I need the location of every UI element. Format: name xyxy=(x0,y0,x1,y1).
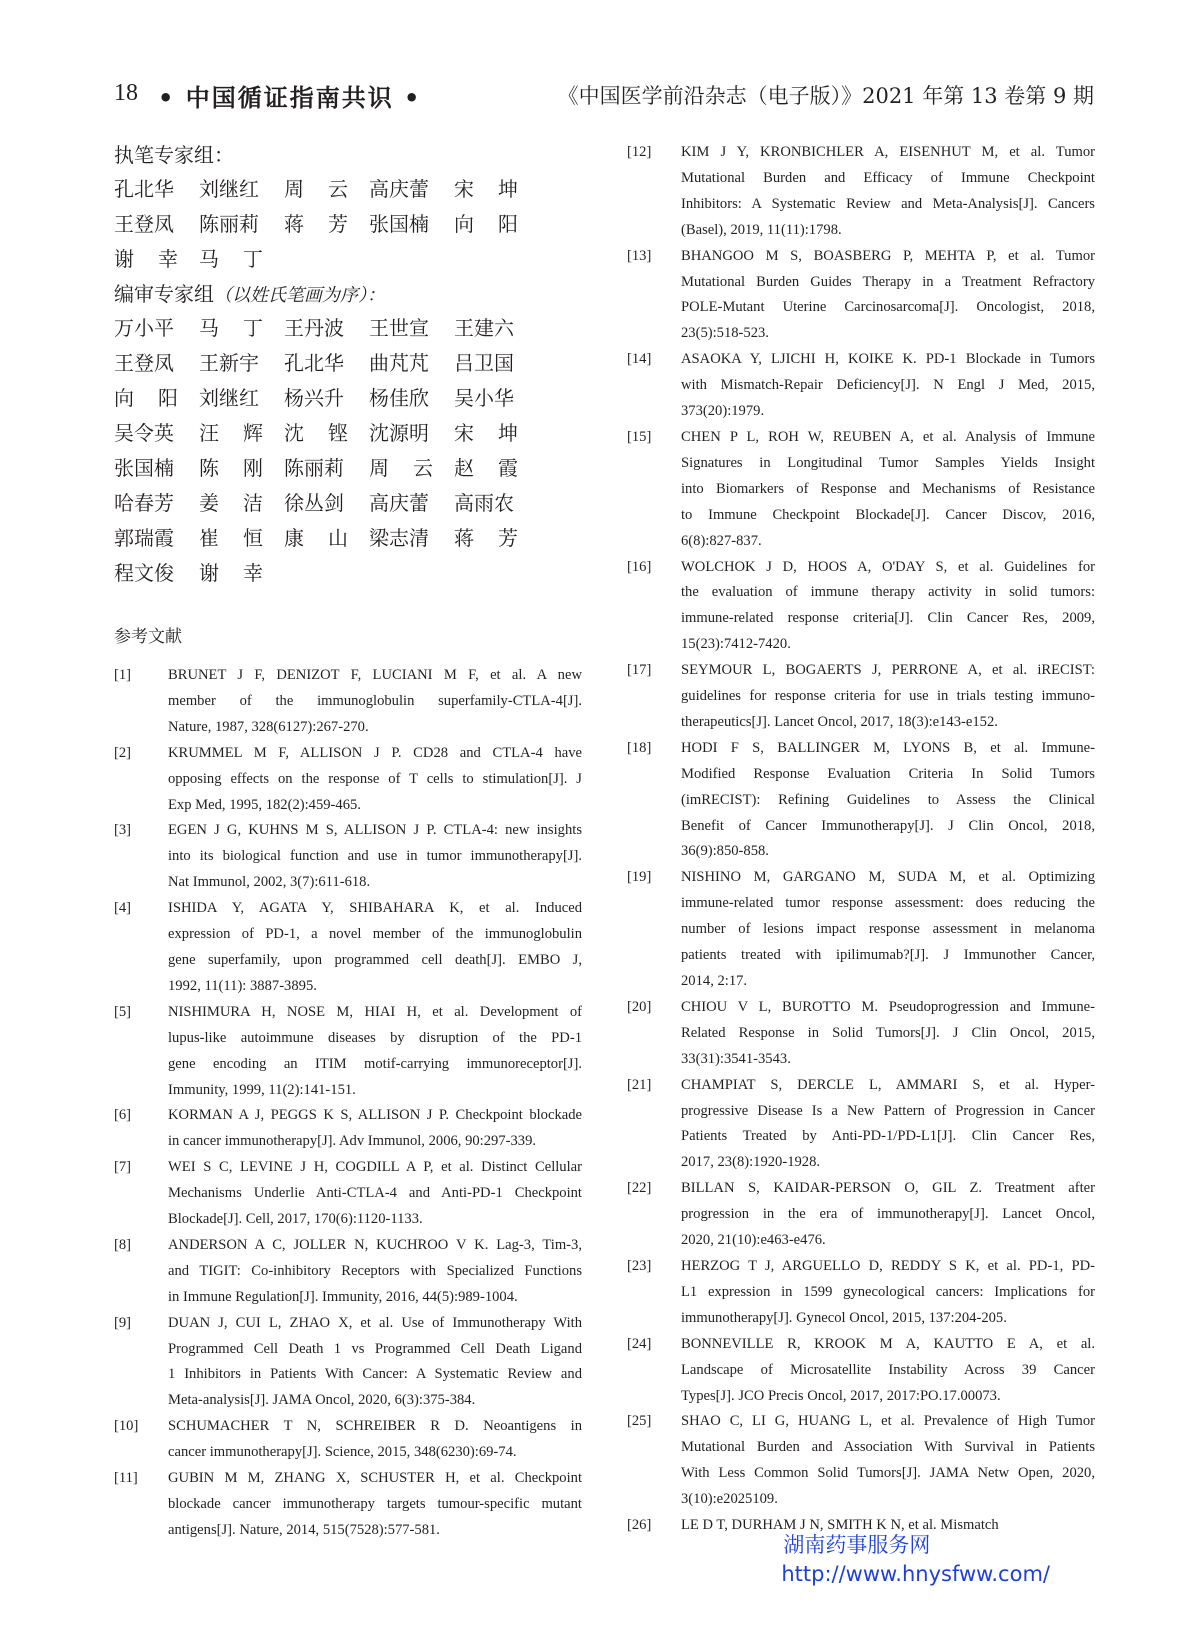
reference-number: [5] xyxy=(114,1003,132,1020)
reference-line: in cancer immunotherapy[J]. Adv Immunol, 2006, 90:297-339. xyxy=(168,1133,537,1150)
reference-number: [6] xyxy=(114,1107,132,1124)
expert-name: 高庆蕾 xyxy=(369,491,429,515)
reference-line: blockade cancer immunotherapy targets tumour-specific mutant xyxy=(168,1496,582,1512)
reference-item xyxy=(114,896,582,1000)
reference-item xyxy=(114,1414,582,1466)
reference-line: gene encoding an ITIM motif-carrying immunoreceptor[J]. xyxy=(168,1055,582,1072)
reference-line: L1 expression in 1599 gynecological cancers: Implications for xyxy=(681,1283,1095,1300)
reference-line: 2017, 23(8):1920-1928. xyxy=(681,1154,821,1171)
reference-item xyxy=(114,1466,582,1544)
watermark-name: 湖南药事服务网 xyxy=(783,1533,931,1557)
writing-group-names xyxy=(114,172,582,277)
reference-line: 3(10):e2025109. xyxy=(681,1491,778,1508)
reference-text xyxy=(168,1311,582,1415)
reference-item xyxy=(627,1254,1095,1332)
reference-item xyxy=(114,1155,582,1233)
reference-line: 23(5):518-523. xyxy=(681,325,769,342)
reference-line: Types[J]. JCO Precis Oncol, 2017, 2017:PO.17.00073. xyxy=(681,1387,1001,1404)
reference-line: DUAN J, CUI L, ZHAO X, et al. Use of Immunotherapy With xyxy=(168,1314,582,1331)
reference-number: [11] xyxy=(114,1470,138,1487)
reference-line: progressive Disease Is a New Pattern of Progression in Cancer xyxy=(681,1102,1095,1119)
reference-item xyxy=(114,663,582,741)
reference-line: Mutational Burden Guides Therapy in a Treatment Refractory xyxy=(681,273,1095,290)
reference-text xyxy=(681,1254,1095,1332)
reference-line: Modified Response Evaluation Criteria In Solid Tumors xyxy=(681,765,1095,782)
reference-line: ANDERSON A C, JOLLER N, KUCHROO V K. Lag-3, Tim-3, xyxy=(168,1236,582,1253)
reference-text xyxy=(168,896,582,1000)
reference-line: 15(23):7412-7420. xyxy=(681,636,791,653)
references-list-right xyxy=(627,140,1095,1539)
review-group-title xyxy=(114,277,582,311)
expert-name: 梁志清 xyxy=(369,526,429,550)
reference-text xyxy=(681,140,1095,244)
expert-name: 沈源明 xyxy=(369,421,429,445)
reference-line: lupus-like autoimmune diseases by disruption of the PD-1 xyxy=(168,1029,582,1046)
reference-line: WEI S C, LEVINE J H, COGDILL A P, et al. Distinct Cellular xyxy=(168,1159,582,1176)
reference-line: immune-related response criteria[J]. Clin Cancer Res, 2009, xyxy=(681,610,1095,627)
reference-line: EGEN J G, KUHNS M S, ALLISON J P. CTLA-4: new insights xyxy=(168,822,582,839)
reference-number: [21] xyxy=(627,1076,652,1093)
reference-number: [25] xyxy=(627,1413,652,1430)
review-group-label: 编审专家组 xyxy=(114,282,214,306)
reference-line: opposing effects on the response of T cells to stimulation[J]. J xyxy=(168,770,582,787)
expert-name: 杨兴升 xyxy=(284,386,344,410)
reference-number: [10] xyxy=(114,1418,139,1435)
name-row xyxy=(114,242,582,277)
expert-name: 王丹波 xyxy=(284,316,344,340)
reference-line: Benefit of Cancer Immunotherapy[J]. J Clin Oncol, 2018, xyxy=(681,817,1095,834)
name-row xyxy=(114,416,582,451)
reference-line: into Biomarkers of Response and Mechanisms of Resistance xyxy=(681,480,1095,497)
reference-line: immunotherapy[J]. Gynecol Oncol, 2015, 137:204-205. xyxy=(681,1309,1007,1326)
reference-line: HERZOG T J, ARGUELLO D, REDDY S K, et al. PD-1, PD- xyxy=(681,1257,1095,1274)
expert-name: 徐丛剑 xyxy=(284,491,344,515)
name-row xyxy=(114,521,582,556)
expert-name: 马 丁 xyxy=(199,316,263,340)
reference-text xyxy=(681,244,1095,348)
expert-name: 哈春芳 xyxy=(114,491,174,515)
expert-name: 周 云 xyxy=(369,456,433,480)
reference-item xyxy=(627,1332,1095,1410)
reference-line: patients treated with ipilimumab?[J]. J Immunother Cancer, xyxy=(681,947,1095,964)
reference-item xyxy=(627,555,1095,659)
reference-text xyxy=(681,995,1095,1073)
reference-line: ASAOKA Y, LJICHI H, KOIKE K. PD-1 Blockade in Tumors xyxy=(681,351,1095,368)
reference-line: 2020, 21(10):e463-e476. xyxy=(681,1232,826,1249)
reference-text xyxy=(681,555,1095,659)
expert-name: 王建六 xyxy=(454,316,514,340)
reference-item xyxy=(114,818,582,896)
reference-line: POLE-Mutant Uterine Carcinosarcoma[J]. Oncologist, 2018, xyxy=(681,299,1095,316)
reference-item xyxy=(627,244,1095,348)
expert-name: 向 阳 xyxy=(454,212,518,236)
reference-line: WOLCHOK J D, HOOS A, O'DAY S, et al. Guidelines for xyxy=(681,558,1095,575)
reference-number: [9] xyxy=(114,1314,132,1331)
expert-name: 孔北华 xyxy=(114,177,174,201)
name-row xyxy=(114,451,582,486)
expert-name: 杨佳欣 xyxy=(369,386,429,410)
reference-line: HODI F S, BALLINGER M, LYONS B, et al. Immune- xyxy=(681,739,1095,756)
name-row xyxy=(114,381,582,416)
reference-line: ISHIDA Y, AGATA Y, SHIBAHARA K, et al. Induced xyxy=(168,900,582,917)
expert-name: 崔 恒 xyxy=(199,526,263,550)
reference-text xyxy=(681,865,1095,995)
expert-name: 周 云 xyxy=(284,177,348,201)
reference-line: SHAO C, LI G, HUANG L, et al. Prevalence of High Tumor xyxy=(681,1413,1095,1430)
reference-line: Landscape of Microsatellite Instability Across 39 Cancer xyxy=(681,1361,1095,1378)
reference-number: [19] xyxy=(627,869,652,886)
reference-line: Nat Immunol, 2002, 3(7):611-618. xyxy=(168,874,371,891)
expert-name: 康 山 xyxy=(284,526,348,550)
reference-text xyxy=(681,347,1095,425)
page-header xyxy=(114,78,1094,114)
reference-line: BHANGOO M S, BOASBERG P, MEHTA P, et al. Tumor xyxy=(681,247,1095,264)
reference-text xyxy=(168,1103,582,1155)
expert-name: 姜 洁 xyxy=(199,491,263,515)
name-row xyxy=(114,486,582,521)
expert-name: 郭瑞霞 xyxy=(114,526,174,550)
reference-line: SEYMOUR L, BOGAERTS J, PERRONE A, et al. iRECIST: xyxy=(681,662,1095,679)
name-row xyxy=(114,346,582,381)
reference-line: CHAMPIAT S, DERCLE L, AMMARI S, et al. Hyper- xyxy=(681,1076,1095,1093)
reference-line: Related Response in Solid Tumors[J]. J Clin Oncol, 2015, xyxy=(681,1024,1095,1041)
reference-line: the evaluation of immune therapy activity in solid tumors: xyxy=(681,584,1095,601)
reference-line: Meta-analysis[J]. JAMA Oncol, 2020, 6(3):375-384. xyxy=(168,1392,476,1409)
reference-line: (imRECIST): Refining Guidelines to Assess the Clinical xyxy=(681,791,1095,808)
reference-item xyxy=(114,1103,582,1155)
expert-name: 孔北华 xyxy=(284,351,344,375)
reference-line: therapeutics[J]. Lancet Oncol, 2017, 18(3):e143-e152. xyxy=(681,713,998,730)
reference-line: 33(31):3541-3543. xyxy=(681,1050,791,1067)
expert-name: 刘继红 xyxy=(199,177,259,201)
review-group-names xyxy=(114,311,582,591)
reference-line: expression of PD-1, a novel member of the immunoglobulin xyxy=(168,926,582,943)
expert-name: 王登凤 xyxy=(114,351,174,375)
reference-number: [1] xyxy=(114,667,132,683)
reference-text xyxy=(681,658,1095,736)
reference-line: into its biological function and use in tumor immunotherapy[J]. xyxy=(168,848,582,865)
reference-item xyxy=(627,865,1095,995)
watermark xyxy=(783,1530,1050,1588)
reference-item xyxy=(627,658,1095,736)
reference-number: [20] xyxy=(627,998,652,1015)
reference-line: SCHUMACHER T N, SCHREIBER R D. Neoantigens in xyxy=(168,1418,582,1435)
expert-name: 向 阳 xyxy=(114,386,178,410)
expert-name: 程文俊 xyxy=(114,561,174,585)
reference-line: cancer immunotherapy[J]. Science, 2015, 348(6230):69-74. xyxy=(168,1444,517,1461)
reference-item xyxy=(627,736,1095,866)
reference-line: Blockade[J]. Cell, 2017, 170(6):1120-1133. xyxy=(168,1211,423,1228)
reference-number: [4] xyxy=(114,900,132,917)
reference-line: 2014, 2:17. xyxy=(681,973,748,989)
expert-name: 吕卫国 xyxy=(454,351,514,375)
review-group-note: （以姓氏笔画为序）： xyxy=(214,285,385,306)
reference-line: Programmed Cell Death 1 vs Programmed Cell Death Ligand xyxy=(168,1340,582,1357)
reference-text xyxy=(681,1176,1095,1254)
reference-text xyxy=(168,663,582,741)
right-column xyxy=(627,140,1095,1539)
expert-name: 张国楠 xyxy=(369,212,429,236)
expert-name: 高雨农 xyxy=(454,491,514,515)
reference-line: Signatures in Longitudinal Tumor Samples Yields Insight xyxy=(681,454,1095,471)
reference-line: Mechanisms Underlie Anti-CTLA-4 and Anti-PD-1 Checkpoint xyxy=(168,1185,582,1202)
reference-number: [2] xyxy=(114,744,132,761)
writing-group-title: 执笔专家组： xyxy=(114,143,234,167)
reference-line: GUBIN M M, ZHANG X, SCHUSTER H, et al. Checkpoint xyxy=(168,1470,582,1487)
expert-name: 吴小华 xyxy=(454,386,514,410)
reference-line: BILLAN S, KAIDAR-PERSON O, GIL Z. Treatment after xyxy=(681,1180,1095,1197)
expert-name: 马 丁 xyxy=(199,247,263,271)
reference-line: KIM J Y, KRONBICHLER A, EISENHUT M, et al. Tumor xyxy=(681,144,1095,160)
reference-text xyxy=(681,736,1095,866)
expert-name: 曲芃芃 xyxy=(369,351,429,375)
reference-number: [7] xyxy=(114,1159,132,1176)
reference-item xyxy=(627,1409,1095,1513)
expert-name: 王新宇 xyxy=(199,351,259,375)
expert-name: 陈丽莉 xyxy=(199,212,259,236)
reference-number: [14] xyxy=(627,351,652,368)
reference-line: progression in the era of immunotherapy[J]. Lancet Oncol, xyxy=(681,1206,1095,1223)
reference-line: BONNEVILLE R, KROOK M A, KAUTTO E A, et al. xyxy=(681,1335,1095,1352)
page-number: 18 xyxy=(114,80,138,106)
reference-item xyxy=(627,347,1095,425)
reference-line: CHIOU V L, BUROTTO M. Pseudoprogression and Immune- xyxy=(681,998,1095,1015)
reference-item xyxy=(114,741,582,819)
expert-name: 汪 辉 xyxy=(199,421,263,445)
expert-name: 王世宣 xyxy=(369,316,429,340)
reference-item xyxy=(114,1233,582,1311)
reference-text xyxy=(681,1332,1095,1410)
reference-number: [26] xyxy=(627,1517,652,1534)
expert-name: 宋 坤 xyxy=(454,177,518,201)
reference-line: immune-related tumor response assessment: does reducing the xyxy=(681,895,1095,912)
reference-line: gene superfamily, upon programmed cell death[J]. EMBO J, xyxy=(168,951,582,968)
reference-number: [18] xyxy=(627,739,652,756)
reference-line: with Mismatch-Repair Deficiency[J]. N Engl J Med, 2015, xyxy=(681,377,1095,394)
reference-number: [3] xyxy=(114,822,132,839)
reference-line: (Basel), 2019, 11(11):1798. xyxy=(681,221,842,238)
reference-line: Mutational Burden and Association With Survival in Patients xyxy=(681,1439,1095,1456)
expert-name: 吴令英 xyxy=(114,421,174,445)
reference-line: CHEN P L, ROH W, REUBEN A, et al. Analysis of Immune xyxy=(681,428,1095,445)
reference-line: Inhibitors: A Systematic Review and Meta-Analysis[J]. Cancers xyxy=(681,195,1095,212)
reference-line: NISHINO M, GARGANO M, SUDA M, et al. Optimizing xyxy=(681,869,1095,886)
reference-item xyxy=(114,1000,582,1104)
expert-name: 谢 幸 xyxy=(199,561,263,585)
reference-line: Exp Med, 1995, 182(2):459-465. xyxy=(168,796,361,813)
section-label: • 中国循证指南共识 • xyxy=(158,84,422,112)
reference-line: 1992, 11(11): 3887-3895. xyxy=(168,977,317,994)
reference-line: 373(20):1979. xyxy=(681,403,765,420)
references-title: 参考文献 xyxy=(114,627,182,647)
reference-line: guidelines for response criteria for use in trials testing immuno- xyxy=(681,688,1095,705)
reference-number: [15] xyxy=(627,428,652,445)
reference-line: Patients Treated by Anti-PD-1/PD-L1[J]. Clin Cancer Res, xyxy=(681,1128,1095,1145)
reference-number: [13] xyxy=(627,247,652,264)
reference-line: With Less Common Solid Tumors[J]. JAMA Netw Open, 2020, xyxy=(681,1465,1095,1482)
reference-text xyxy=(168,1466,582,1544)
reference-item xyxy=(627,1073,1095,1177)
reference-text xyxy=(168,1414,582,1466)
name-row xyxy=(114,556,582,591)
reference-text xyxy=(168,818,582,896)
expert-name: 沈 铿 xyxy=(284,421,348,445)
reference-line: antigens[J]. Nature, 2014, 515(7528):577-581. xyxy=(168,1521,440,1538)
name-row xyxy=(114,207,582,242)
reference-line: KORMAN A J, PEGGS K S, ALLISON J P. Checkpoint blockade xyxy=(168,1107,582,1124)
expert-name: 刘继红 xyxy=(199,386,259,410)
reference-line: to Immune Checkpoint Blockade[J]. Cancer Discov, 2016, xyxy=(681,506,1095,523)
expert-name: 谢 幸 xyxy=(114,247,178,271)
name-row xyxy=(114,172,582,207)
reference-line: number of lesions impact response assessment in melanoma xyxy=(681,921,1095,938)
reference-item xyxy=(627,425,1095,555)
reference-text xyxy=(168,1155,582,1233)
reference-line: 6(8):827-837. xyxy=(681,532,762,549)
reference-number: [17] xyxy=(627,662,652,679)
expert-name: 宋 坤 xyxy=(454,421,518,445)
reference-item xyxy=(114,1311,582,1415)
reference-text xyxy=(681,1409,1095,1513)
name-row xyxy=(114,311,582,346)
expert-name: 陈 刚 xyxy=(199,456,263,480)
reference-line: Mutational Burden and Efficacy of Immune Checkpoint xyxy=(681,169,1095,186)
reference-number: [12] xyxy=(627,144,652,160)
reference-item xyxy=(627,995,1095,1073)
reference-line: in Immune Regulation[J]. Immunity, 2016, 44(5):989-1004. xyxy=(168,1288,518,1305)
reference-line: NISHIMURA H, NOSE M, HIAI H, et al. Development of xyxy=(168,1003,582,1020)
expert-name: 张国楠 xyxy=(114,456,174,480)
expert-name: 万小平 xyxy=(114,316,174,340)
reference-line: KRUMMEL M F, ALLISON J P. CD28 and CTLA-4 have xyxy=(168,744,582,761)
reference-number: [22] xyxy=(627,1180,652,1197)
expert-name: 蒋 芳 xyxy=(284,212,348,236)
reference-text xyxy=(681,1073,1095,1177)
reference-line: member of the immunoglobulin superfamily-CTLA-4[J]. xyxy=(168,692,582,709)
reference-line: Nature, 1987, 328(6127):267-270. xyxy=(168,718,369,735)
references-list-left xyxy=(114,663,582,1544)
expert-name: 王登凤 xyxy=(114,212,174,236)
reference-item xyxy=(627,1176,1095,1254)
reference-number: [8] xyxy=(114,1236,132,1253)
journal-title: 《中国医学前沿杂志（电子版）》2021 年第 13 卷第 9 期 xyxy=(557,84,1094,108)
reference-line: 1 Inhibitors in Patients With Cancer: A Systematic Review and xyxy=(168,1366,582,1383)
expert-name: 高庆蕾 xyxy=(369,177,429,201)
expert-name: 陈丽莉 xyxy=(284,456,344,480)
expert-name: 赵 霞 xyxy=(454,456,518,480)
reference-item xyxy=(627,140,1095,244)
reference-text xyxy=(168,1000,582,1104)
reference-line: BRUNET J F, DENIZOT F, LUCIANI M F, et al. A new xyxy=(168,667,582,683)
reference-line: Immunity, 1999, 11(2):141-151. xyxy=(168,1081,356,1098)
reference-number: [24] xyxy=(627,1335,652,1352)
reference-text xyxy=(168,1233,582,1311)
reference-line: 36(9):850-858. xyxy=(681,843,769,860)
watermark-url: http://www.hnysfww.com/ xyxy=(781,1562,1050,1586)
expert-name: 蒋 芳 xyxy=(454,526,518,550)
reference-text xyxy=(168,741,582,819)
reference-line: and TIGIT: Co-inhibitory Receptors with Specialized Functions xyxy=(168,1262,582,1279)
reference-line: LE D T, DURHAM J N, SMITH K N, et al. Mismatch xyxy=(681,1517,999,1534)
reference-number: [23] xyxy=(627,1257,652,1274)
reference-number: [16] xyxy=(627,558,652,575)
reference-text xyxy=(681,425,1095,555)
left-column xyxy=(114,138,582,1544)
